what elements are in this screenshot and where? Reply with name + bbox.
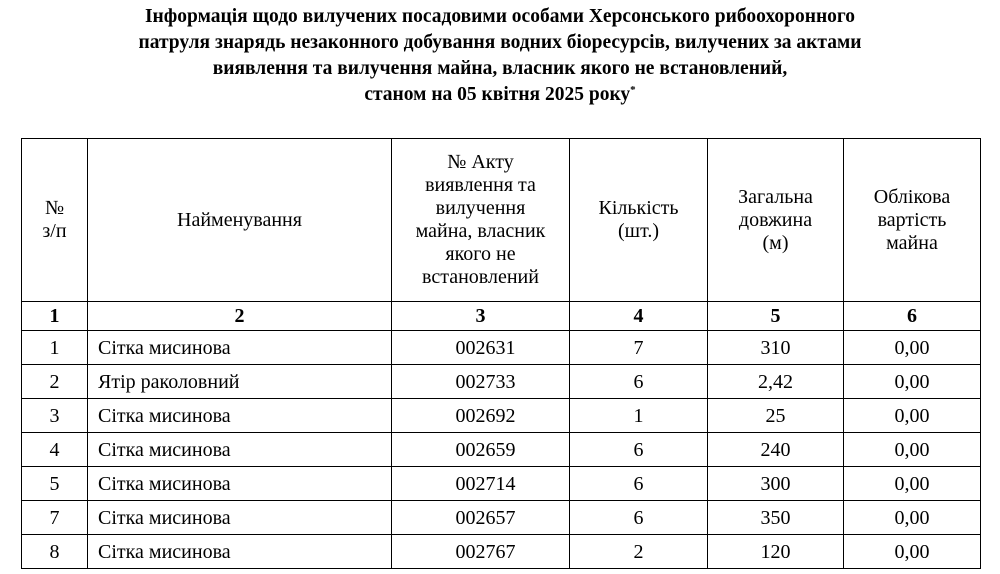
cell-act-number: 002714 [392,467,570,501]
header-line: майна [886,231,938,254]
title-line: Інформація щодо вилучених посадовими особами Херсонського рибоохоронного [144,6,856,27]
header-line: якого не [445,243,516,265]
cell-item-name: Ятір раколовний [88,365,392,399]
cell-item-name: Сітка мисинова [88,399,392,433]
header-line: вартість [877,208,947,231]
column-number: 3 [392,302,570,331]
column-number: 1 [22,302,88,331]
table-row [22,433,981,467]
cell-act-number: 002659 [392,433,570,467]
cell-row-number: 3 [22,399,88,433]
cell-value: 0,00 [844,399,981,433]
header-line: довжина [738,208,813,231]
cell-act-number: 002692 [392,399,570,433]
table-row [22,365,981,399]
header-line: Загальна [738,185,813,208]
cell-value: 0,00 [844,433,981,467]
cell-row-number: 2 [22,365,88,399]
header-line: майна, власник [415,220,546,242]
column-number: 2 [88,302,392,331]
cell-quantity: 6 [570,433,708,467]
column-number: 4 [570,302,708,331]
cell-quantity: 6 [570,501,708,535]
header-line: № Акту [447,151,514,173]
cell-item-name: Сітка мисинова [88,535,392,569]
title-date-text: станом на 05 квітня 2025 року [364,84,631,105]
column-number: 6 [844,302,981,331]
footnote-mark: * [630,84,636,96]
cell-value: 0,00 [844,467,981,501]
cell-row-number: 8 [22,535,88,569]
title-line: патруля знарядь незаконного добування водних біоресурсів, вилучених за актами [138,32,862,53]
cell-length: 350 [708,501,844,535]
header-book-value [844,139,981,302]
header-total-length [708,139,844,302]
cell-length: 300 [708,467,844,501]
header-quantity [570,139,708,302]
table-row [22,399,981,433]
header-act-number [392,139,570,302]
cell-item-name: Сітка мисинова [88,467,392,501]
cell-quantity: 1 [570,399,708,433]
cell-act-number: 002767 [392,535,570,569]
cell-row-number: 5 [22,467,88,501]
cell-length: 240 [708,433,844,467]
cell-row-number: 4 [22,433,88,467]
header-line: № [44,197,65,219]
title-line: виявлення та вилучення майна, власник якого не встановлений, [212,58,788,79]
cell-row-number: 7 [22,501,88,535]
cell-quantity: 7 [570,331,708,365]
header-line: з/п [42,220,67,242]
seized-items-table [21,138,981,569]
title-line [40,82,960,108]
header-line: виявлення та [425,174,536,196]
header-line: (м) [762,231,789,254]
cell-quantity: 6 [570,467,708,501]
cell-length: 310 [708,331,844,365]
cell-value: 0,00 [844,331,981,365]
cell-quantity: 6 [570,365,708,399]
cell-row-number: 1 [22,331,88,365]
cell-act-number: 002631 [392,331,570,365]
table-header-row [22,139,981,302]
cell-length: 2,42 [708,365,844,399]
cell-act-number: 002733 [392,365,570,399]
table-row [22,535,981,569]
header-name [88,139,392,302]
table-row [22,331,981,365]
header-line: Кількість [598,197,679,219]
cell-item-name: Сітка мисинова [88,331,392,365]
cell-act-number: 002657 [392,501,570,535]
header-line: Найменування [177,208,302,231]
header-line: Облікова [873,185,951,208]
cell-value: 0,00 [844,535,981,569]
cell-value: 0,00 [844,501,981,535]
document-title [40,4,960,108]
table-row [22,501,981,535]
column-number-row [22,302,981,331]
cell-value: 0,00 [844,365,981,399]
cell-length: 120 [708,535,844,569]
header-line: встановлений [422,266,539,288]
table-row [22,467,981,501]
header-number [22,139,88,302]
header-line: вилучення [435,197,526,219]
column-number: 5 [708,302,844,331]
cell-item-name: Сітка мисинова [88,433,392,467]
cell-quantity: 2 [570,535,708,569]
header-line: (шт.) [618,220,659,242]
cell-length: 25 [708,399,844,433]
cell-item-name: Сітка мисинова [88,501,392,535]
